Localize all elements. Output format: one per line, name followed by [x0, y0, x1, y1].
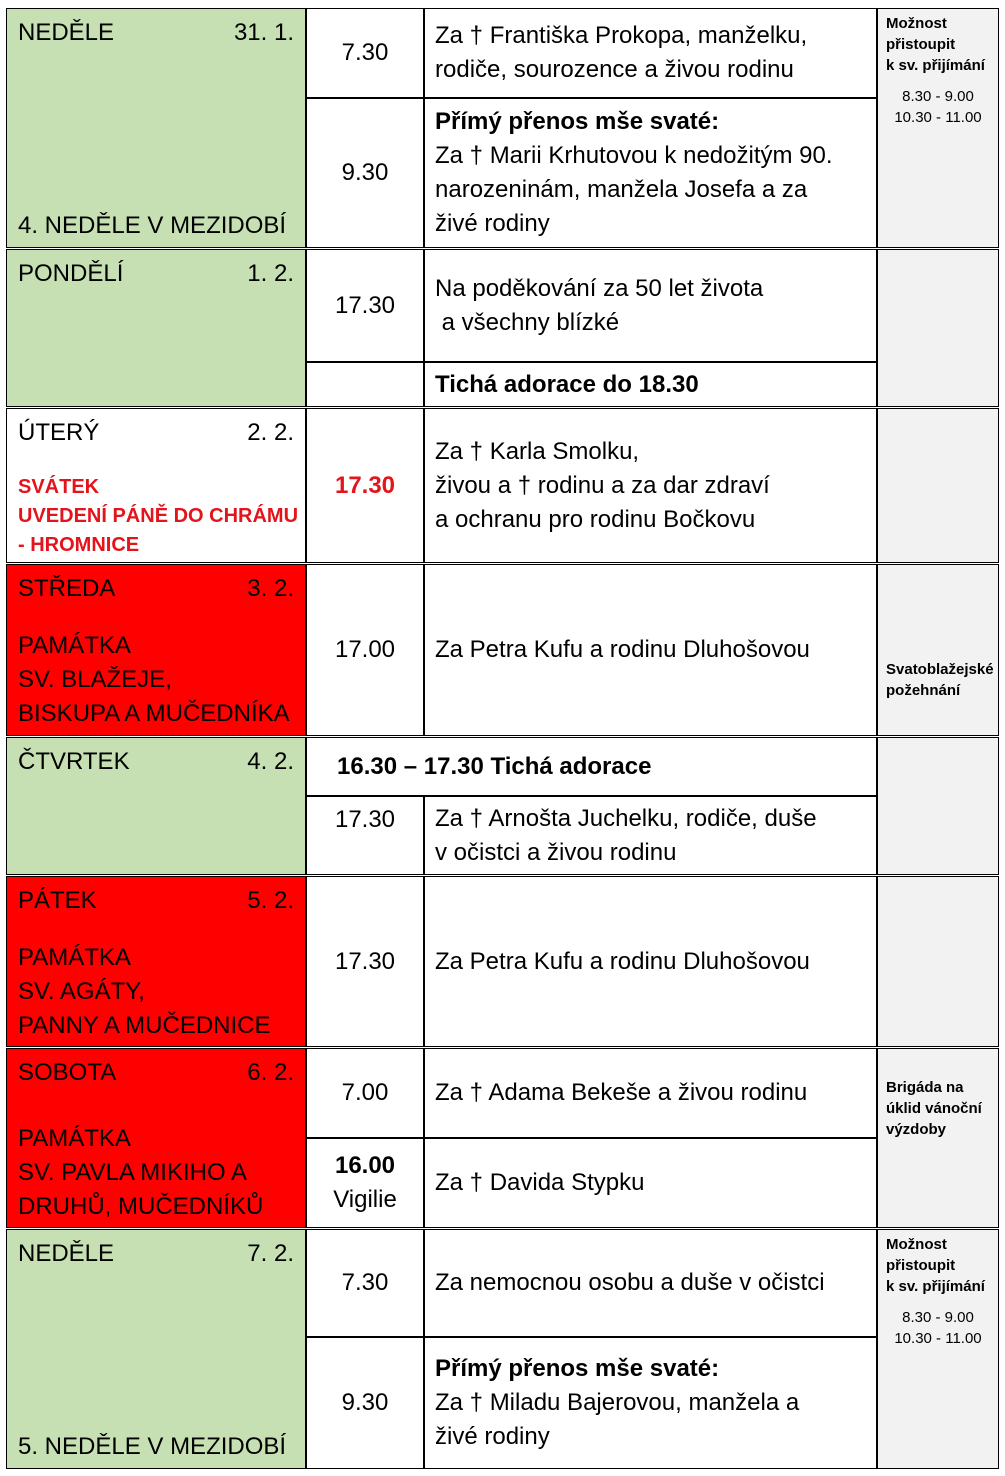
day-cell-friday-5-2 [6, 876, 306, 1047]
intention-line: a ochranu pro rodinu Bočkovu [435, 505, 756, 533]
feast-title [18, 473, 298, 560]
note-line: Možnost [886, 1236, 947, 1253]
time-text: 7.30 [341, 1269, 389, 1296]
intention-line: Na poděkování za 50 let života [435, 274, 764, 302]
mass-intention [424, 1138, 877, 1228]
memorial-line: DRUHŮ, MUČEDNÍKŮ [18, 1193, 264, 1220]
intention-line: Za † Marii Krhutovou k nedožitým 90. [435, 142, 833, 169]
note-line: úklid vánoční [886, 1100, 982, 1117]
memorial-title [18, 629, 290, 731]
intention-line: živé rodiny [435, 1423, 550, 1450]
day-name: ÚTERÝ [18, 419, 100, 446]
time-text: 17.30 [334, 471, 396, 499]
note-cell [877, 1048, 999, 1228]
mass-intention [424, 876, 877, 1047]
note-line: přistoupit [886, 36, 956, 53]
feast-line: UVEDENÍ PÁNĚ DO CHRÁMU [18, 505, 299, 527]
day-date: 2. 2. [247, 419, 294, 446]
note-cell [877, 249, 999, 407]
day-date: 5. 2. [247, 887, 294, 914]
intention-line: a všechny blízké [435, 308, 620, 336]
communion-hours [886, 86, 990, 128]
mass-time [306, 1229, 424, 1337]
note-cell [877, 876, 999, 1047]
memorial-line: SV. PAVLA MIKIHO A [18, 1159, 247, 1186]
intention-line: Za † Karla Smolku, [435, 437, 640, 465]
mass-time [306, 1138, 424, 1228]
intention-line: Za † Františka Prokopa, manželku, [435, 22, 808, 49]
day-date: 7. 2. [247, 1240, 294, 1267]
adoration-text: 16.30 – 17.30 Tichá adorace [337, 752, 652, 780]
memorial-title [18, 941, 271, 1043]
intention-line: Za † Miladu Bajerovou, manžela a [435, 1389, 800, 1416]
memorial-line: SV. BLAŽEJE, [18, 666, 172, 693]
day-date: 3. 2. [247, 575, 294, 602]
note-cell [877, 1229, 999, 1469]
note-line: přistoupit [886, 1257, 956, 1274]
day-name: PONDĚLÍ [18, 260, 124, 287]
hours-line: 8.30 - 9.00 [902, 88, 974, 105]
day-cell-wednesday-3-2 [6, 564, 306, 736]
intention-line: v očistci a živou rodinu [435, 838, 677, 866]
mass-intention [424, 249, 877, 362]
intention-line: Za nemocnou osobu a duše v očistci [435, 1269, 825, 1296]
day-date: 1. 2. [247, 260, 294, 287]
day-cell-thursday-4-2 [6, 737, 306, 875]
mass-intention [424, 796, 877, 875]
day-date: 31. 1. [233, 19, 294, 46]
adoration-text: Tichá adorace do 18.30 [435, 370, 699, 398]
day-name: SOBOTA [18, 1059, 117, 1086]
note-line: požehnání [886, 682, 961, 699]
note-cell [877, 564, 999, 736]
memorial-line: PAMÁTKA [18, 944, 131, 971]
memorial-line: PANNY A MUČEDNICE [18, 1012, 271, 1039]
day-name: STŘEDA [18, 575, 116, 602]
intention-line: živou a † rodinu a za dar zdraví [435, 471, 770, 499]
mass-time [306, 408, 424, 563]
hours-line: 10.30 - 11.00 [894, 1330, 982, 1347]
mass-time [306, 8, 424, 98]
time-text: 7.00 [341, 1079, 389, 1106]
hours-line: 10.30 - 11.00 [894, 109, 982, 126]
note-line: Svatoblažejské [886, 661, 994, 678]
day-cell-sunday-31-1 [6, 8, 306, 248]
empty-time-cell [306, 362, 424, 407]
feast-line: SVÁTEK [18, 476, 100, 498]
time-text: 17.30 [334, 291, 396, 319]
time-text: 9.30 [341, 1389, 389, 1416]
hours-line: 8.30 - 9.00 [902, 1309, 974, 1326]
mass-time [306, 564, 424, 736]
intention-line: Za Petra Kufu a rodinu Dluhošovou [435, 636, 810, 663]
memorial-line: SV. AGÁTY, [18, 978, 145, 1005]
mass-intention [424, 1337, 877, 1469]
note-cell [877, 8, 999, 248]
note-line: Možnost [886, 15, 947, 32]
memorial-line: PAMÁTKA [18, 1125, 131, 1152]
day-date: 6. 2. [247, 1059, 294, 1086]
note-line: k sv. přijímání [886, 1278, 985, 1295]
memorial-line: PAMÁTKA [18, 632, 131, 659]
day-date: 4. 2. [247, 748, 294, 775]
day-name: NEDĚLE [18, 19, 115, 46]
mass-time [306, 796, 424, 875]
intention-line: živé rodiny [435, 210, 550, 237]
broadcast-heading: Přímý přenos mše svaté: [435, 108, 720, 135]
mass-intention [424, 564, 877, 736]
time-text: 17.30 [334, 806, 396, 833]
day-cell-sunday-7-2 [6, 1229, 306, 1469]
mass-time [306, 249, 424, 362]
intention-line: Za † Davida Stypku [435, 1169, 645, 1196]
day-cell-monday-1-2 [6, 249, 306, 407]
day-cell-tuesday-2-2 [6, 408, 306, 563]
intention-line: Za † Arnošta Juchelku, rodiče, duše [435, 804, 817, 832]
day-cell-saturday-6-2 [6, 1048, 306, 1228]
intention-line: rodiče, sourozence a živou rodinu [435, 56, 794, 83]
time-text: 7.30 [341, 39, 389, 66]
day-name: NEDĚLE [18, 1240, 115, 1267]
mass-time [306, 1048, 424, 1138]
day-name: ČTVRTEK [18, 748, 130, 775]
note-line: Brigáda na [886, 1079, 964, 1096]
mass-intention [424, 8, 877, 98]
day-name: PÁTEK [18, 887, 97, 914]
feast-line: - HROMNICE [18, 534, 140, 556]
intention-line: narozeninám, manžela Josefa a za [435, 176, 808, 203]
intention-line: Za Petra Kufu a rodinu Dluhošovou [435, 947, 810, 975]
vigil-label: Vigilie [333, 1186, 397, 1213]
mass-intention [424, 98, 877, 248]
note-cell [877, 408, 999, 563]
adoration-cell [306, 737, 877, 796]
adoration-cell [424, 362, 877, 407]
time-text: 17.00 [334, 636, 396, 663]
mass-intention [424, 408, 877, 563]
note-line: k sv. přijímání [886, 57, 985, 74]
mass-intention [424, 1048, 877, 1138]
mass-time [306, 1337, 424, 1469]
time-text: 16.00 [334, 1152, 396, 1179]
liturgical-title: 5. NEDĚLE V MEZIDOBÍ [18, 1433, 287, 1460]
time-text: 17.30 [334, 947, 396, 975]
mass-time [306, 98, 424, 248]
mass-intention [424, 1229, 877, 1337]
memorial-title [18, 1122, 263, 1224]
communion-hours [886, 1307, 990, 1349]
intention-line: Za † Adama Bekeše a živou rodinu [435, 1079, 808, 1106]
broadcast-heading: Přímý přenos mše svaté: [435, 1355, 720, 1382]
mass-time [306, 876, 424, 1047]
memorial-line: BISKUPA A MUČEDNÍKA [18, 700, 290, 727]
time-text: 9.30 [341, 159, 389, 186]
note-cell [877, 737, 999, 875]
liturgical-title: 4. NEDĚLE V MEZIDOBÍ [18, 212, 287, 239]
note-line: výzdoby [886, 1121, 947, 1138]
